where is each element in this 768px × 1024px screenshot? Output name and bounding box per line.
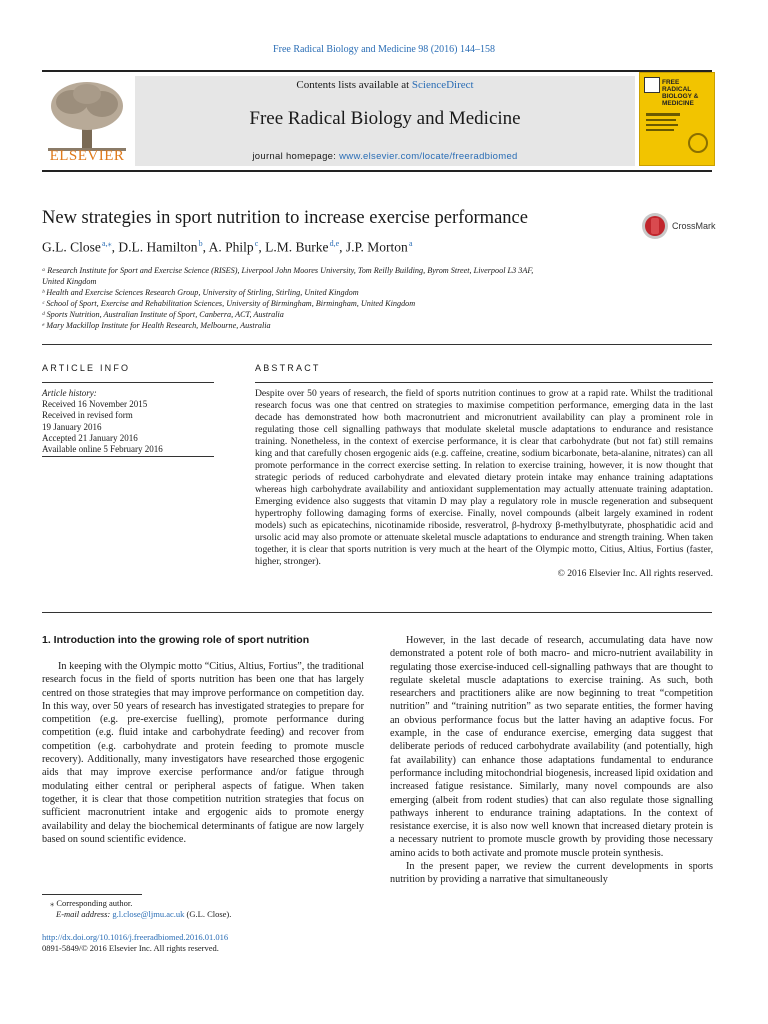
left-column: [42, 660, 364, 846]
article-info-bottom-rule: [42, 456, 214, 457]
abstract-rule: [255, 382, 713, 383]
elsevier-logo: [42, 76, 132, 166]
abstract-body: [255, 388, 713, 580]
author-list: G.L. Close $^{a,⁎}$, D.L. Hamilton $^b$, A. Philp $^c$, L.M. Burke $^{d,e}$, J.P. Morton $^a$: [42, 239, 413, 255]
article-history: [42, 388, 163, 455]
author-name[interactable]: G.L. Close: [42, 239, 101, 255]
journal-title: Free Radical Biology and Medicine: [249, 108, 521, 129]
contents-line: [135, 79, 635, 91]
doi-block: [42, 932, 228, 954]
corresponding-author-note: ⁎ Corresponding author.: [50, 898, 133, 908]
email-label: E-mail address:: [56, 909, 113, 919]
affiliation-line: ᵉ Mary Mackillop Institute for Health Research, Melbourne, Australia: [42, 321, 271, 330]
cover-emblem-icon: [644, 77, 660, 93]
author-affiliation-marker[interactable]: b: [198, 239, 203, 248]
journal-reference-link[interactable]: Free Radical Biology and Medicine 98 (2016) 144–158: [273, 44, 495, 55]
crossmark-label: CrossMark: [672, 221, 716, 231]
email-line: [42, 909, 231, 920]
author-affiliation-marker[interactable]: d,e: [329, 239, 340, 248]
author-name[interactable]: A. Philp: [208, 239, 254, 255]
body-paragraph: In keeping with the Olympic motto “Citius, Altius, Fortius”, the traditional research focus in the field of sports nutrition has been one that has largely centred on those strategies that may improve performance on competition day. In this way, over 50 years of research has investigated strategies to prepare for competition (e.g. pre-exercise fuelling), promote performance during competition (e.g. fluid intake and carbohydrate feeding) and recover from competition (e.g. carbohydrate and protein feeding to promote muscle recovery). Additionally, many investigators have researched those ergogenic aids that may improve exercise performance and/or fatigue through modulating either central or peripheral aspects of fatigue. When taken together, it is clear that those competition nutrition strategies that focus on sufficient macronutrient intake and ergogenic aids to promote energy availability and delay the biochemical determinants of fatigue are now largely based on sound scientific evidence.: [42, 661, 364, 845]
journal-homepage: [135, 151, 635, 162]
history-line: Received in revised form: [42, 410, 133, 421]
info-top-rule: [42, 344, 712, 345]
author-name[interactable]: D.L. Hamilton: [118, 239, 198, 255]
author-name[interactable]: L.M. Burke: [265, 239, 329, 255]
body-paragraph: In the present paper, we review the current developments in sports nutrition by providing a narrative that simultaneously: [390, 861, 713, 886]
abstract-heading: ABSTRACT: [255, 363, 321, 373]
affiliation-line: ᵃ Research Institute for Sport and Exercise Science (RISES), Liverpool John Moores University, Tom Reilly Building, Byrom Street, Liverpool L3 3AF,: [42, 266, 534, 275]
cover-title-line: MEDICINE: [662, 100, 694, 107]
history-line: Received 16 November 2015: [42, 399, 148, 410]
sciencedirect-link[interactable]: ScienceDirect: [411, 79, 474, 91]
email-suffix: (G.L. Close).: [184, 909, 232, 919]
corresponding-footnote: [42, 898, 231, 920]
article-title: New strategies in sport nutrition to increase exercise performance: [42, 208, 528, 228]
right-column: [390, 634, 713, 887]
author-affiliation-marker[interactable]: a,⁎: [102, 239, 112, 248]
email-link[interactable]: g.l.close@ljmu.ac.uk: [112, 909, 185, 919]
header-top-rule: [42, 70, 712, 72]
doi-link[interactable]: http://dx.doi.org/10.1016/j.freeradbiomed.2016.01.016: [42, 932, 229, 942]
article-info-rule: [42, 382, 214, 383]
affiliations: [42, 265, 642, 331]
contents-prefix: Contents lists available at: [296, 79, 412, 91]
affiliation-line: ᶜ School of Sport, Exercise and Rehabilitation Sciences, University of Birmingham, Birmingham, United Kingdom: [42, 299, 416, 308]
journal-cover-thumbnail: [639, 72, 715, 166]
cover-title-line: BIOLOGY &: [662, 93, 699, 100]
header-bottom-rule: [42, 170, 712, 172]
affiliation-line: ᵇ Health and Exercise Sciences Research Group, University of Stirling, Stirling, United Kingdom: [42, 288, 359, 297]
cover-title-line: RADICAL: [662, 86, 692, 93]
publisher-wordmark: ELSEVIER: [49, 148, 125, 164]
homepage-prefix: journal homepage:: [252, 151, 340, 162]
homepage-link[interactable]: www.elsevier.com/locate/freeradbiomed: [339, 151, 518, 162]
abstract-copyright: © 2016 Elsevier Inc. All rights reserved.: [557, 568, 713, 579]
body-paragraph: However, in the last decade of research, accumulating data have now demonstrated a potent role of both macro- and micro-nutrient availability in regulating those exercise-induced cell-signalling pathways that are thought to regulate skeletal muscle adaptations to exercise training. As such, both researchers and practitioners alike are now beginning to treat “competition nutrition” and “training nutrition” as two separate entities, the former having an obvious performance focus but the latter having an adaptive focus. For example, in the case of endurance exercise, emerging data suggest that deliberate periods of reduced carbohydrate availability (and potentially, high fat availability) can enhance those adaptations fundamental to endurance performance including mitochondrial biogenesis, increased lipid oxidation and increased fatigue resistance. Similarly, many novel compounds are also emerging (albeit from rodent studies) that can also regulate those signalling pathways inherent to endurance training adaptations. In the context of resistance exercise, it is also now well known that increased dietary protein is a necessary nutrient to promote muscle growth by providing those necessary amino acids to both activate and promote muscle protein synthesis.: [390, 635, 713, 859]
history-line: Accepted 21 January 2016: [42, 432, 138, 443]
author-affiliation-marker[interactable]: c: [254, 239, 259, 248]
cover-title-line: FREE: [662, 79, 680, 86]
author-name[interactable]: J.P. Morton: [345, 239, 408, 255]
crossmark-button[interactable]: [640, 211, 720, 241]
section-heading: 1. Introduction into the growing role of sport nutrition: [42, 634, 310, 646]
history-label: Article history:: [42, 388, 97, 398]
history-line: 19 January 2016: [42, 421, 102, 432]
author-affiliation-marker[interactable]: a: [408, 239, 413, 248]
history-line: Available online 5 February 2016: [42, 444, 163, 455]
issn-line: 0891-5849/© 2016 Elsevier Inc. All rights reserved.: [42, 943, 219, 953]
crossmark-icon: [640, 211, 670, 241]
abstract-text: Despite over 50 years of research, the field of sports nutrition continues to grow at a rapid rate. Whilst the traditional research focus was one that centred on strategies to maximise competition performance, emerging data in the last decade has demonstrated how both macronutrient and micronutrient availability can play a prominent role in regulating those cell signalling pathways that modulate skeletal muscle adaptations to endurance and resistance training. Nonetheless, in the context of exercise performance, it is clear that carbohydrate (but not fat) still remains king and that carefully chosen ergogenic aids (e.g. caffeine, creatine, sodium bicarbonate, beta-alanine, nitrates) can all promote performance in the correct exercise setting. In relation to exercise training, however, it is now thought that strategic periods of reduced carbohydrate and elevated dietary protein intake may enhance training adaptations whereas high carbohydrate availability and antioxidant supplementation may actually attenuate training adaptation. Emerging evidence also suggests that vitamin D may play a regulatory role in muscle regeneration and subsequent hypertrophy following damaging forms of exercise. Finally, novel compounds (albeit largely examined in rodent models) such as epicatechins, nicotinamide riboside, resveratrol, β-hydroxy β-methylbutyrate, phosphatidic acid and ursolic acid may also promote or attenuate skeletal muscle adaptations to endurance and strength training. When taken together, it is clear that sports nutrition is very much at the heart of the Olympic motto, Citius, Altius, Fortius (faster, higher, stronger).: [255, 388, 713, 567]
footnote-rule: [42, 894, 142, 895]
article-info-heading: ARTICLE INFO: [42, 363, 131, 373]
affiliation-line: United Kingdom: [42, 277, 97, 286]
abstract-bottom-rule: [42, 612, 712, 613]
affiliation-line: ᵈ Sports Nutrition, Australian Institute of Sport, Canberra, ACT, Australia: [42, 310, 284, 319]
